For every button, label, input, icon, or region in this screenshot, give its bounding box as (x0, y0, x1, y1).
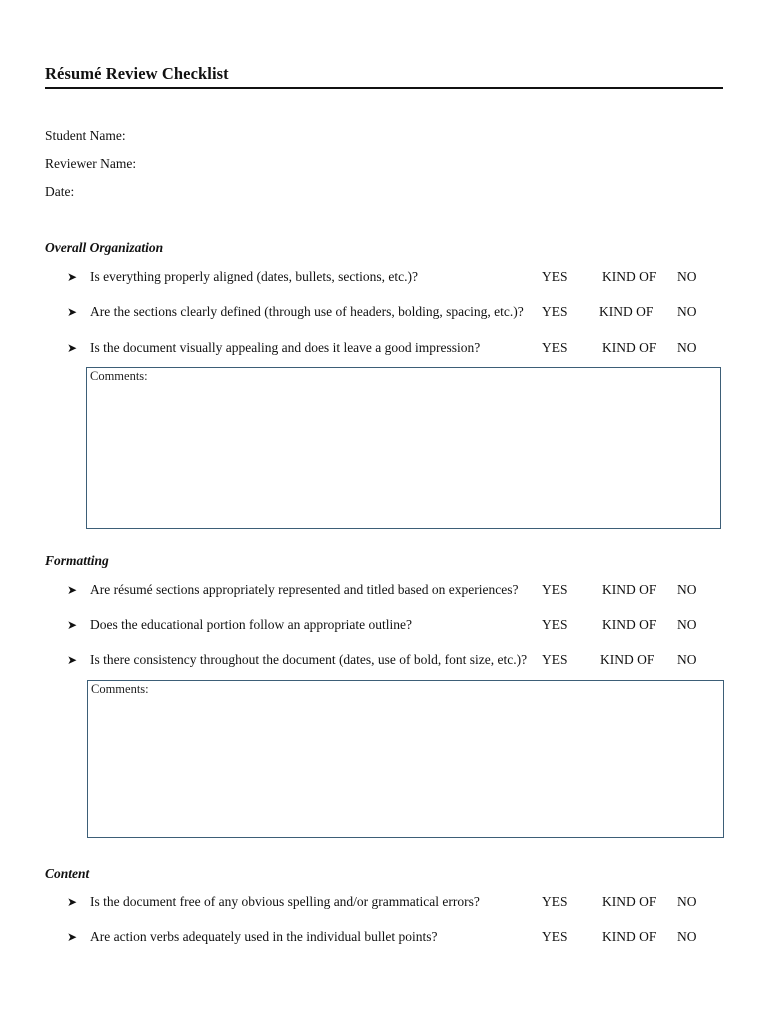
option-no[interactable]: NO (677, 652, 697, 667)
comments-label: Comments: (90, 369, 148, 383)
question-row (0, 893, 768, 911)
section-heading-organization: Overall Organization (45, 240, 164, 255)
question-row (0, 303, 768, 321)
question-row (0, 616, 768, 634)
question-row (0, 928, 768, 946)
option-no[interactable]: NO (677, 617, 697, 632)
section-heading-formatting: Formatting (45, 553, 109, 568)
bullet-arrow-icon: ➤ (67, 930, 78, 944)
title-rule (45, 87, 723, 89)
comments-box-organization[interactable] (86, 367, 721, 529)
bullet-arrow-icon: ➤ (67, 270, 78, 284)
question-text: Is there consistency throughout the document (dates, use of bold, font size, etc.)? (90, 652, 528, 667)
option-yes[interactable]: YES (542, 929, 568, 944)
question-row (0, 268, 768, 286)
question-row (0, 339, 768, 357)
option-no[interactable]: NO (677, 582, 697, 597)
page-title: Résumé Review Checklist (45, 64, 229, 83)
question-text: Are the sections clearly defined (through use of headers, bolding, spacing, etc.)? (90, 304, 524, 319)
option-kind-of[interactable]: KIND OF (602, 269, 657, 284)
bullet-arrow-icon: ➤ (67, 618, 78, 632)
option-kind-of[interactable]: KIND OF (602, 617, 657, 632)
bullet-arrow-icon: ➤ (67, 653, 78, 667)
option-kind-of[interactable]: KIND OF (599, 304, 654, 319)
option-no[interactable]: NO (677, 304, 697, 319)
option-kind-of[interactable]: KIND OF (602, 340, 657, 355)
bullet-arrow-icon: ➤ (67, 305, 78, 319)
question-text: Is everything properly aligned (dates, bullets, sections, etc.)? (90, 269, 419, 284)
option-yes[interactable]: YES (542, 304, 568, 319)
question-row (0, 651, 768, 669)
section-heading-content: Content (45, 866, 90, 881)
option-kind-of[interactable]: KIND OF (602, 894, 657, 909)
question-text: Are action verbs adequately used in the individual bullet points? (90, 929, 438, 944)
bullet-arrow-icon: ➤ (67, 895, 78, 909)
comments-box-formatting[interactable] (87, 680, 724, 838)
option-yes[interactable]: YES (542, 652, 568, 667)
reviewer-name-field[interactable]: Reviewer Name: (45, 156, 137, 171)
question-row (0, 581, 768, 599)
bullet-arrow-icon: ➤ (67, 341, 78, 355)
question-text: Is the document visually appealing and does it leave a good impression? (90, 340, 481, 355)
option-yes[interactable]: YES (542, 582, 568, 597)
bullet-arrow-icon: ➤ (67, 583, 78, 597)
comments-label: Comments: (91, 682, 149, 696)
option-yes[interactable]: YES (542, 340, 568, 355)
option-no[interactable]: NO (677, 929, 697, 944)
option-no[interactable]: NO (677, 269, 697, 284)
option-kind-of[interactable]: KIND OF (602, 929, 657, 944)
option-yes[interactable]: YES (542, 617, 568, 632)
date-field[interactable]: Date: (45, 184, 75, 199)
option-no[interactable]: NO (677, 894, 697, 909)
student-name-field[interactable]: Student Name: (45, 128, 126, 143)
option-kind-of[interactable]: KIND OF (600, 652, 655, 667)
option-yes[interactable]: YES (542, 269, 568, 284)
option-yes[interactable]: YES (542, 894, 568, 909)
question-text: Does the educational portion follow an appropriate outline? (90, 617, 413, 632)
option-no[interactable]: NO (677, 340, 697, 355)
question-text: Are résumé sections appropriately represented and titled based on experiences? (90, 582, 519, 597)
option-kind-of[interactable]: KIND OF (602, 582, 657, 597)
question-text: Is the document free of any obvious spelling and/or grammatical errors? (90, 894, 480, 909)
